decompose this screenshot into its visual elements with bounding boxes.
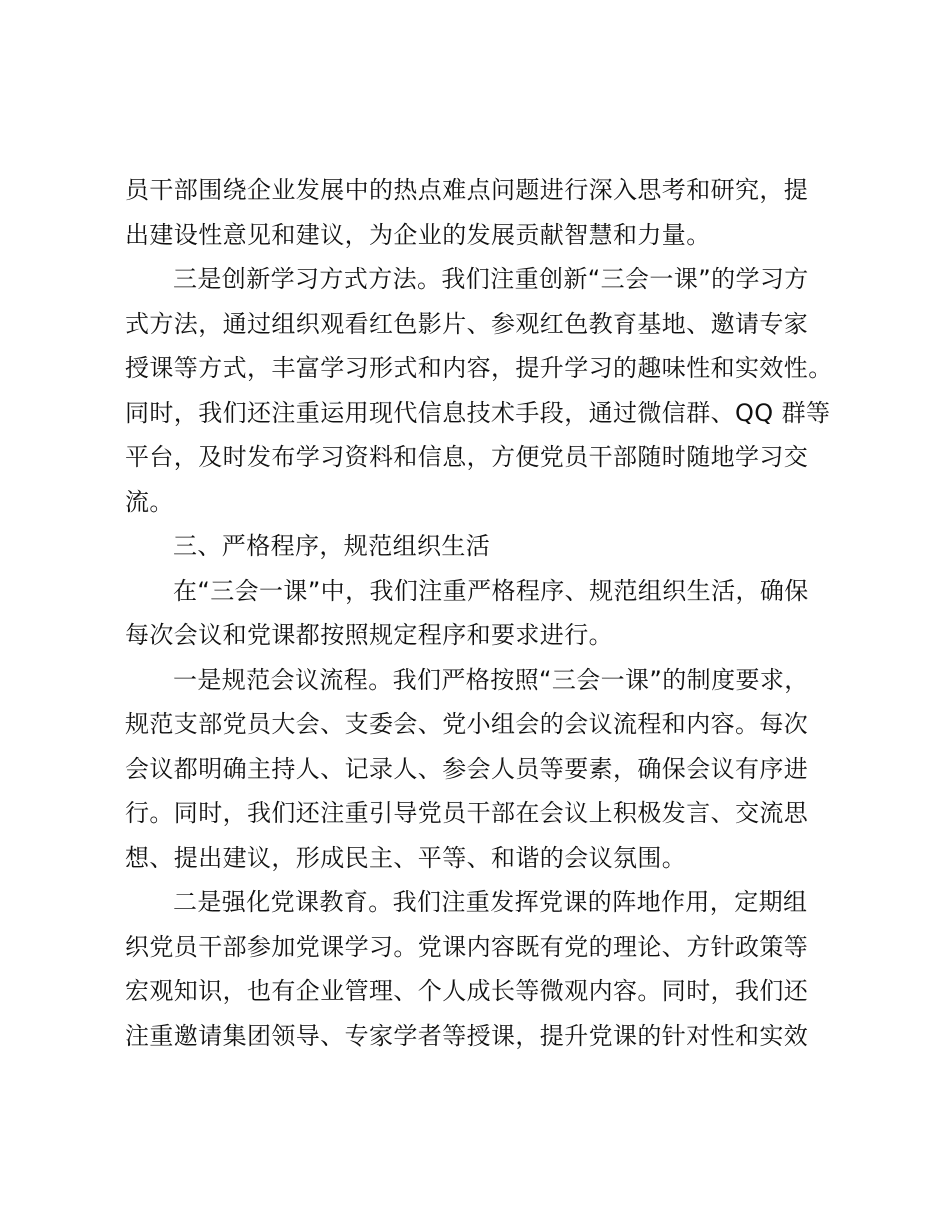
text-line: 出建设性意见和建议，为企业的发展贡献智慧和力量。	[125, 220, 711, 249]
body-text	[125, 168, 845, 1058]
text-line: 织党员干部参加党课学习。党课内容既有党的理论、方针政策等	[125, 932, 809, 961]
text-line: 同时，我们还注重运用现代信息技术手段，通过微信群、QQ 群等	[125, 398, 831, 427]
text-line: 宏观知识，也有企业管理、个人成长等微观内容。同时，我们还	[125, 977, 809, 1005]
paragraph-start-line: 在“三会一课”中，我们注重严格程序、规范组织生活，确保	[173, 576, 809, 605]
text-line: 员干部围绕企业发展中的热点难点问题进行深入思考和研究，提	[125, 176, 809, 204]
text-line: 平台，及时发布学习资料和信息，方便党员干部随时随地学习交	[125, 443, 809, 471]
text-line: 注重邀请集团领导、专家学者等授课，提升党课的针对性和实效	[125, 1021, 809, 1050]
text-line: 授课等方式，丰富学习形式和内容，提升学习的趣味性和实效性。	[125, 354, 833, 382]
text-line: 行。同时，我们还注重引导党员干部在会议上积极发言、交流思	[125, 799, 809, 827]
section-heading: 三、严格程序，规范组织生活	[173, 532, 491, 560]
text-line: 每次会议和党课都按照规定程序和要求进行。	[125, 621, 613, 649]
text-line: 流。	[125, 487, 174, 516]
paragraph-start-line: 三是创新学习方式方法。我们注重创新“三会一课”的学习方	[173, 265, 809, 293]
paragraph-start-line: 一是规范会议流程。我们严格按照“三会一课”的制度要求，	[173, 665, 809, 694]
paragraph-start-line: 二是强化党课教育。我们注重发挥党课的阵地作用，定期组	[173, 888, 808, 916]
text-line: 想、提出建议，形成民主、平等、和谐的会议氛围。	[125, 843, 687, 872]
text-line: 会议都明确主持人、记录人、参会人员等要素，确保会议有序进	[125, 754, 809, 783]
text-line: 式方法，通过组织观看红色影片、参观红色教育基地、邀请专家	[125, 309, 809, 338]
text-line: 规范支部党员大会、支委会、党小组会的会议流程和内容。每次	[125, 710, 809, 738]
